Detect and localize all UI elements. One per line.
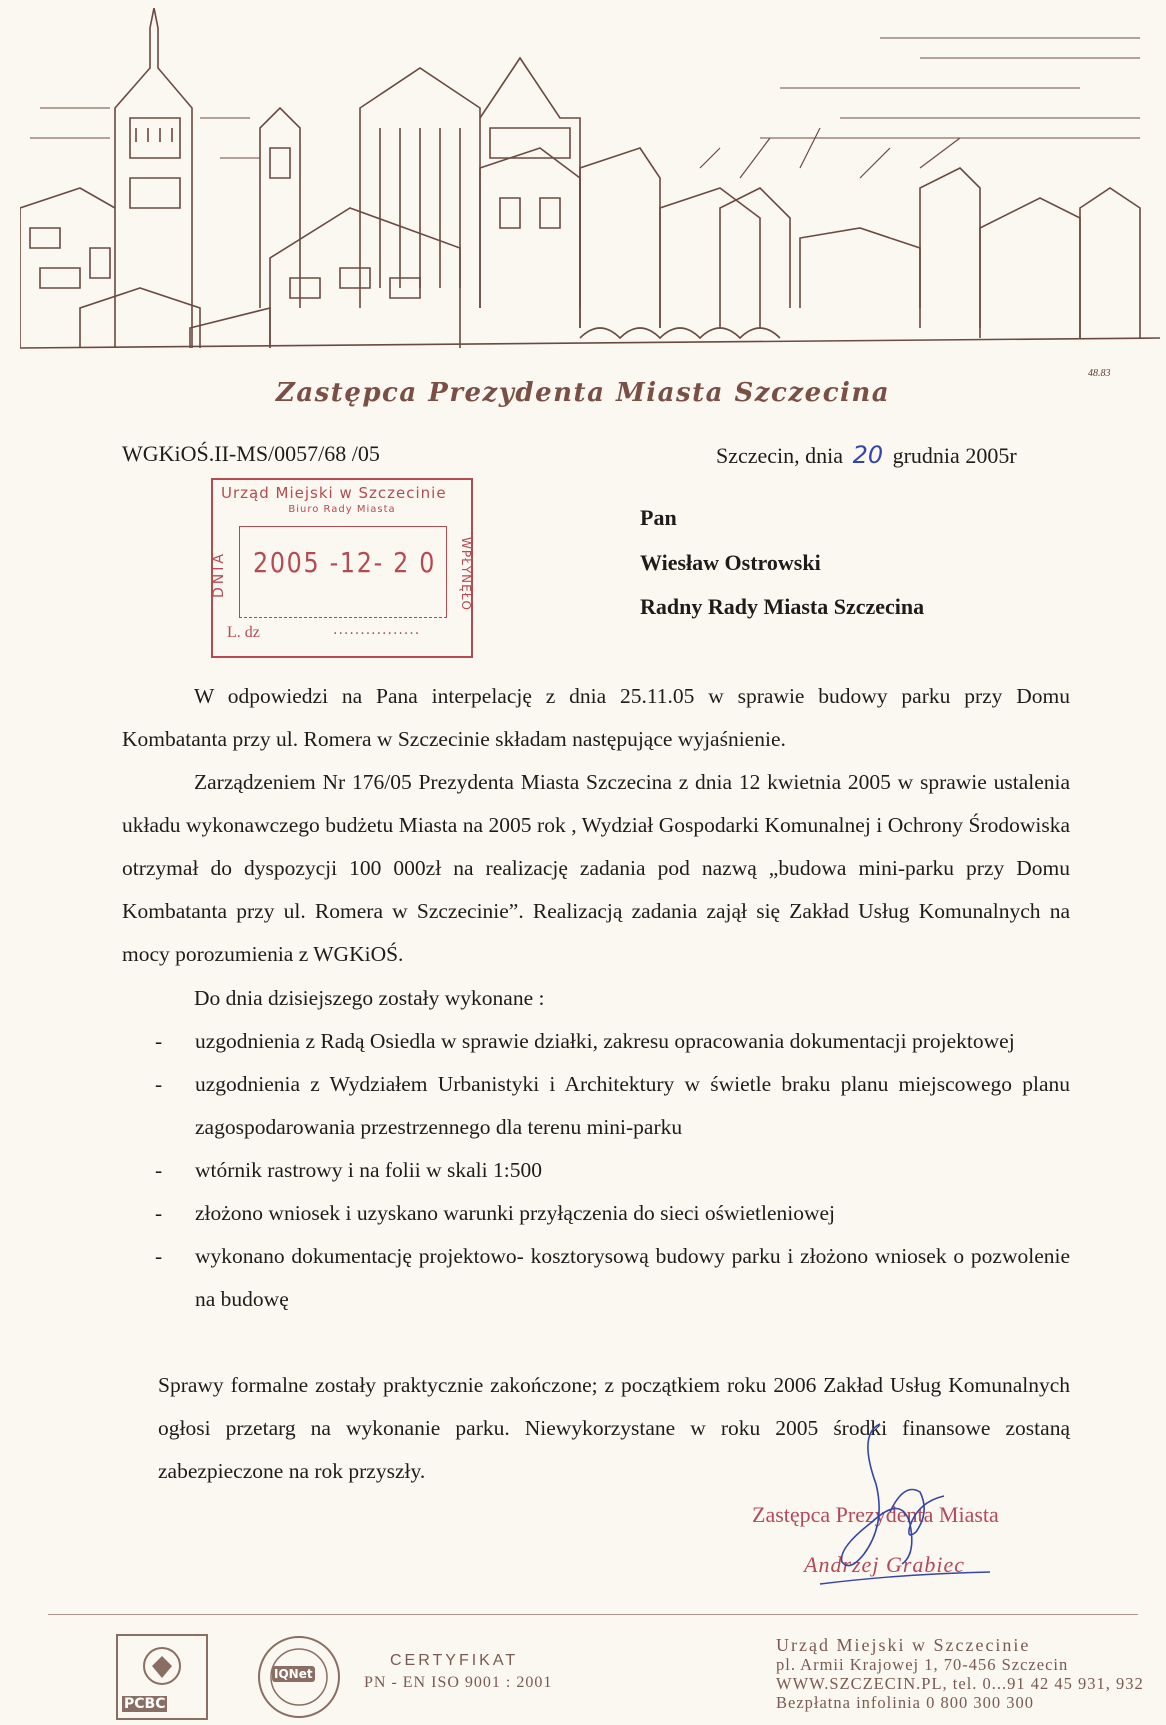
date-prefix: Szczecin, dnia: [716, 443, 844, 468]
body-paragraph-3: [122, 977, 1070, 1020]
addressee-position: Radny Rady Miasta Szczecina: [640, 594, 925, 619]
stamp-dots: ................: [333, 622, 421, 638]
list-item-text: złożono wniosek i uzyskano warunki przyłączenia do sieci oświetleniowej: [195, 1201, 836, 1225]
reception-stamp: [211, 478, 473, 658]
iso-standard: PN - EN ISO 9001 : 2001: [364, 1674, 553, 1691]
stamp-dnia: DNIA: [211, 551, 227, 599]
list-item: - uzgodnienia z Wydziałem Urbanistyki i Architektury w świetle braku planu miejscowego planu zagospodarowania przestrzennego dla terenu mini-parku: [155, 1072, 1070, 1139]
list-item-text: wtórnik rastrowy i na folii w skali 1:500: [195, 1158, 542, 1182]
addressee-salutation: Pan: [640, 505, 677, 530]
list-item: - złożono wniosek i uzyskano warunki przyłączenia do sieci oświetleniowej: [155, 1201, 836, 1225]
handwritten-signature: [780, 1418, 1020, 1588]
signature-title: Zastępca Prezydenta Miasta: [752, 1502, 999, 1527]
stamp-date: 2005 -12- 2 0: [253, 546, 437, 579]
office-address: pl. Armii Krajowej 1, 70-456 Szczecin: [776, 1655, 1069, 1674]
pcbc-certificate-logo: [116, 1634, 208, 1720]
artist-signature: 48.83: [1088, 368, 1111, 379]
body-paragraph-2: [122, 761, 1070, 976]
reference-number: WGKiOŚ.II-MS/0057/68 /05: [122, 441, 380, 466]
date-day-handwritten: 20: [852, 441, 884, 469]
stamp-office: Urząd Miejski w Szczecinie: [221, 484, 447, 502]
signature-block: [740, 1488, 1100, 1588]
list-item-text: wykonano dokumentację projektowo- kosztorysową budowy parku i złożono wniosek o pozwolenie na budowę: [195, 1244, 1070, 1311]
office-hotline: Bezpłatna infolinia 0 800 300 300: [776, 1693, 1034, 1712]
office-name: Urząd Miejski w Szczecinie: [776, 1635, 1031, 1655]
completed-tasks-list: [155, 1020, 1070, 1321]
office-web-phone: WWW.SZCZECIN.PL, tel. 0...91 42 45 931, 932: [776, 1674, 1144, 1693]
paragraph-text: Do dnia dzisiejszego zostały wykonane :: [194, 986, 545, 1010]
list-item-text: uzgodnienia z Radą Osiedla w sprawie działki, zakresu opracowania dokumentacji projektowej: [195, 1029, 1015, 1053]
date-suffix: grudnia 2005r: [892, 443, 1017, 468]
list-item: - wtórnik rastrowy i na folii w skali 1:500: [155, 1158, 542, 1182]
list-item: - wykonano dokumentację projektowo- kosztorysową budowy parku i złożono wniosek o pozwolenie na budowę: [155, 1244, 1070, 1311]
office-title: Zastępca Prezydenta Miasta Szczecina: [275, 378, 891, 408]
list-item: - uzgodnienia z Radą Osiedla w sprawie działki, zakresu opracowania dokumentacji projektowej: [155, 1029, 1015, 1053]
stamp-ldz: L. dz: [227, 624, 260, 641]
pcbc-label: PCBC: [124, 1696, 166, 1712]
signature-name: Andrzej Grabiec: [804, 1552, 966, 1577]
city-skyline-illustration: [20, 8, 1160, 370]
footer-divider: [48, 1614, 1138, 1615]
iqnet-label: IQNet: [274, 1667, 313, 1681]
office-contact: [776, 1636, 1144, 1712]
addressee-name: Wiesław Ostrowski: [640, 550, 821, 575]
list-item-text: uzgodnienia z Wydziałem Urbanistyki i Architektury w świetle braku planu miejscowego planu zagospodarowania przestrzennego dla terenu mini-parku: [195, 1072, 1070, 1139]
stamp-wplynelo: WPŁYNĘŁO: [459, 537, 473, 611]
certificate-label: CERTYFIKAT: [390, 1652, 519, 1669]
stamp-department: Biuro Rady Miasta: [288, 504, 396, 515]
paragraph-text: Sprawy formalne zostały praktycznie zakończone; z początkiem roku 2006 Zakład Usług Komunalnych ogłosi przetarg na wykonanie parku. Niewykorzystane w roku 2005 środki finansowe zostaną zabezpieczone na rok przyszły.: [158, 1373, 1070, 1483]
body-paragraph-1: [122, 675, 1070, 761]
paragraph-text: Zarządzeniem Nr 176/05 Prezydenta Miasta Szczecina z dnia 12 kwietnia 2005 w sprawie ustalenia układu wykonawczego budżetu Miasta na 2005 rok , Wydział Gospodarki Komunalnej i Ochrony Środowiska otrzymał do dyspozycji 100 000zł na realizację zadania pod nazwą „budowa mini-parku przy Domu Kombatanta przy ul. Romera w Szczecinie”. Realizacją zadania zajął się Zakład Usług Komunalnych na mocy porozumienia z WGKiOŚ.: [122, 770, 1070, 966]
paragraph-text: W odpowiedzi na Pana interpelację z dnia 25.11.05 w sprawie budowy parku przy Domu Kombatanta przy ul. Romera w Szczecinie składam następujące wyjaśnienie.: [122, 684, 1070, 751]
letter-date: [716, 441, 1017, 469]
